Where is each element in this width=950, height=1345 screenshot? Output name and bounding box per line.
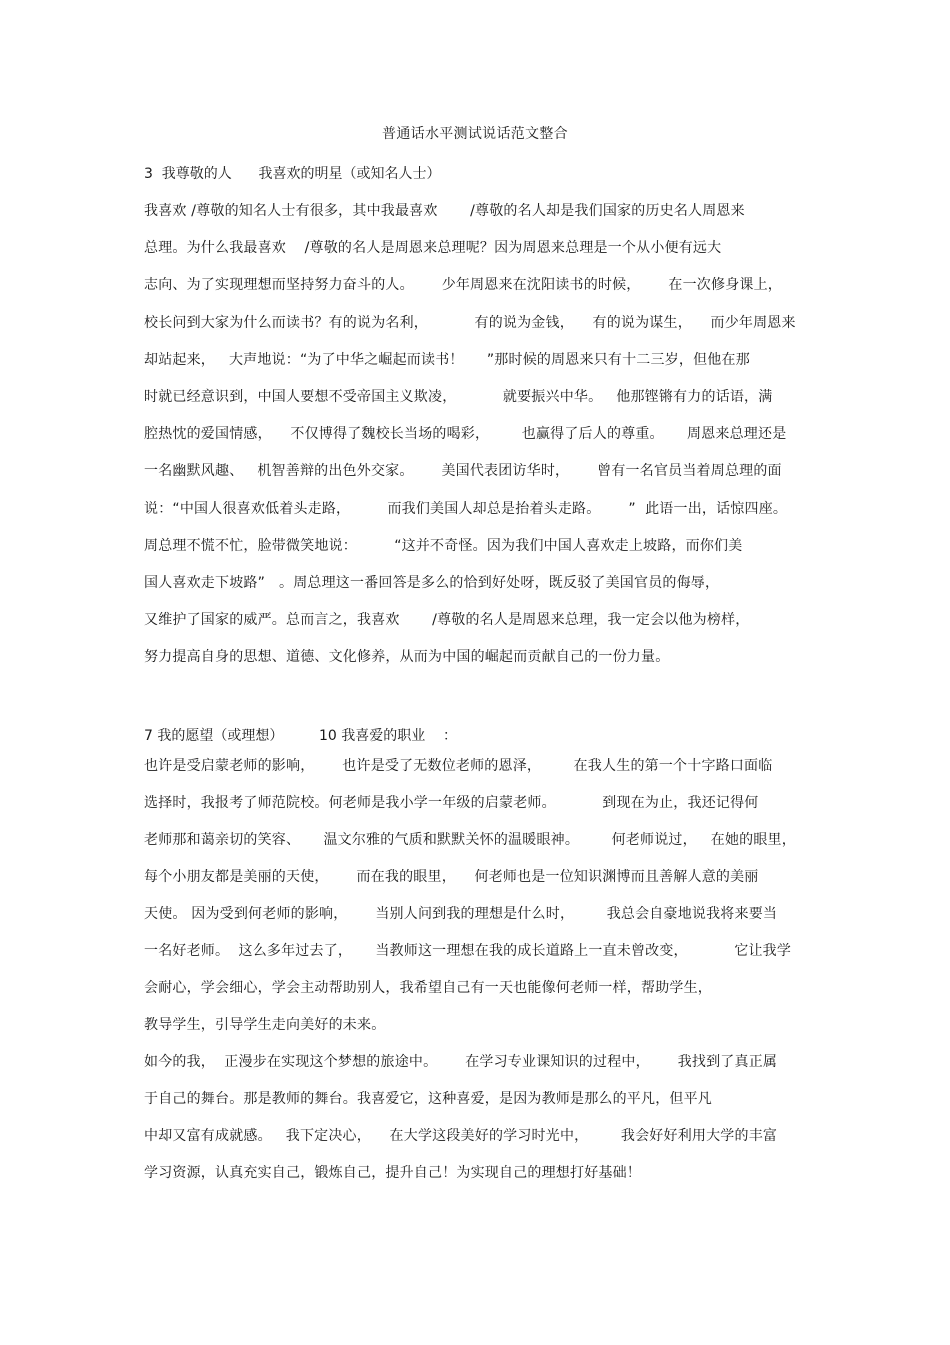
section-heading: 7 我的愿望（或理想） 10 我喜爱的职业 ： — [144, 728, 458, 744]
section-respected-person — [144, 164, 824, 684]
paragraph-line: 一名好老师。 这么多年过去了， 当教师这一理想在我的成长道路上一直未曾改变， 它让我学 — [144, 943, 792, 959]
paragraph-line: 老师那和蔼亲切的笑容、 温文尔雅的气质和默默关怀的温暖眼神。 何老师说过， 在她的眼里， — [144, 832, 796, 848]
paragraph-line: 选择时，我报考了师范院校。何老师是我小学一年级的启蒙老师。 到现在为止，我还记得何 — [144, 795, 759, 811]
paragraph-line: 说：“中国人很喜欢低着头走路， 而我们美国人却总是抬着头走路。 ” 此语一出，话惊四座。 — [144, 500, 788, 517]
paragraph-line: 却站起来， 大声地说：“为了中华之崛起而读书！ ”那时候的周恩来只有十二三岁，但他在那 — [144, 351, 750, 368]
paragraph-line: 一名幽默风趣、 机智善辩的出色外交家。 美国代表团访华时， 曾有一名官员当着周总理的面 — [144, 463, 782, 480]
paragraph-line: 努力提高自身的思想、道德、文化修养，从而为中国的崛起而贡献自己的一份力量。 — [144, 649, 670, 666]
paragraph-line: 志向、为了实现理想而坚持努力奋斗的人。 少年周恩来在沈阳读书的时候， 在一次修身课上， — [144, 277, 782, 294]
paragraph-line: 校长问到大家为什么而读书？有的说为名利， 有的说为金钱， 有的说为谋生， 而少年周恩来 — [144, 314, 796, 331]
section-my-wish — [144, 726, 824, 1200]
paragraph-line: 也许是受启蒙老师的影响， 也许是受了无数位老师的恩泽， 在我人生的第一个十字路口面临 — [144, 758, 773, 774]
section-heading: 3 我尊敬的人 我喜欢的明星（或知名人士） — [144, 166, 441, 182]
paragraph-line: 教导学生，引导学生走向美好的未来。 — [144, 1017, 386, 1033]
paragraph-line: 每个小朋友都是美丽的天使， 而在我的眼里， 何老师也是一位知识渊博而且善解人意的美丽 — [144, 869, 759, 885]
paragraph-line: 会耐心，学会细心，学会主动帮助别人，我希望自己有一天也能像何老师一样，帮助学生， — [144, 980, 712, 996]
paragraph-line: 如今的我， 正漫步在实现这个梦想的旅途中。 在学习专业课知识的过程中， 我找到了真正属 — [144, 1054, 778, 1070]
paragraph-line: 中却又富有成就感。 我下定决心， 在大学这段美好的学习时光中， 我会好好利用大学的丰富 — [144, 1128, 778, 1144]
paragraph-line: 周总理不慌不忙，脸带微笑地说： “这并不奇怪。因为我们中国人喜欢走上坡路，而你们美 — [144, 537, 743, 554]
paragraph-line: 总理。为什么我最喜欢 /尊敬的名人是周恩来总理呢？因为周恩来总理是一个从小便有远大 — [144, 240, 722, 257]
paragraph-line: 国人喜欢走下坡路” 。周总理这一番回答是多么的恰到好处呀，既反驳了美国官员的侮辱， — [144, 574, 720, 591]
paragraph-line: 又维护了国家的威严。总而言之，我喜欢 /尊敬的名人是周恩来总理，我一定会以他为榜样， — [144, 612, 750, 629]
paragraph-line: 时就已经意识到，中国人要想不受帝国主义欺凌， 就要振兴中华。 他那铿锵有力的话语，满 — [144, 388, 773, 405]
paragraph-line: 于自己的舞台。那是教师的舞台。我喜爱它，这种喜爱，是因为教师是那么的平凡，但平凡 — [144, 1091, 712, 1107]
paragraph-line: 腔热忱的爱国情感， 不仅博得了魏校长当场的喝彩， 也赢得了后人的尊重。 周恩来总理还是 — [144, 426, 787, 443]
document-title: 普通话水平测试说话范文整合 — [382, 126, 568, 142]
paragraph-line: 我喜欢 /尊敬的知名人士有很多，其中我最喜欢 /尊敬的名人却是我们国家的历史名人周恩来 — [144, 203, 745, 219]
paragraph-line: 学习资源，认真充实自己，锻炼自己，提升自己！为实现自己的理想打好基础！ — [144, 1165, 641, 1181]
paragraph-line: 天使。 因为受到何老师的影响， 当别人问到我的理想是什么时， 我总会自豪地说我将来要当 — [144, 906, 778, 922]
